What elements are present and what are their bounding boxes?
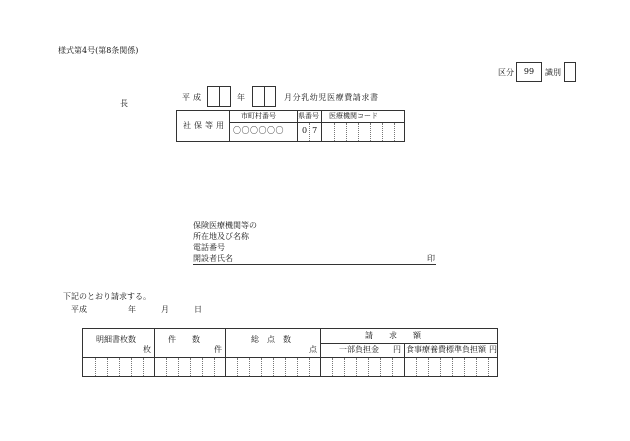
total-points-unit: 点 — [309, 345, 317, 354]
founder-signature-line — [193, 264, 436, 265]
shikibetsu-label: 識別 — [545, 68, 561, 77]
municipality-value: 〇〇〇〇〇〇 — [233, 126, 284, 135]
form-title: 月分乳幼児医療費請求書 — [284, 93, 379, 102]
institution-line2: 所在地及び名称 — [193, 232, 249, 241]
ku-value-box — [516, 62, 542, 82]
request-statement: 下記のとおり請求する。 — [63, 292, 151, 301]
ku-value: 99 — [523, 67, 535, 76]
municipality-header: 市町村番号 — [241, 112, 276, 120]
request-era: 平成 — [71, 305, 87, 314]
case-count-header: 件 数 — [168, 335, 200, 344]
copayment-header: 一部負担金 — [339, 345, 379, 354]
prefecture-header: 県番号 — [298, 112, 319, 120]
institution-line1: 保険医療機関等の — [193, 221, 257, 230]
ku-label: 区分 — [498, 68, 514, 77]
year-boxes[interactable] — [207, 86, 231, 107]
seal-mark: 印 — [427, 254, 435, 263]
shikibetsu-box[interactable] — [564, 62, 576, 82]
institution-code-header: 医療機関コード — [329, 112, 378, 120]
institution-founder-label: 開設者氏名 — [193, 254, 233, 263]
social-label: 社保等用 — [183, 121, 227, 130]
meal-burden-unit: 円 — [489, 345, 497, 354]
meal-burden-header: 食事療養費標準負担額 — [406, 345, 486, 354]
copayment-unit: 円 — [393, 345, 401, 354]
institution-phone-label: 電話番号 — [193, 243, 225, 252]
cho-label: 長 — [120, 99, 128, 108]
claim-amount-header: 請 求 額 — [365, 331, 421, 340]
case-count-unit: 件 — [214, 345, 222, 354]
request-year: 年 — [128, 305, 136, 314]
prefecture-value: 0 7 — [302, 126, 318, 135]
year-label: 年 — [237, 93, 245, 102]
request-month: 月 — [161, 305, 169, 314]
month-boxes[interactable] — [252, 86, 276, 107]
sheet-count-unit: 枚 — [143, 345, 151, 354]
sheet-count-header: 明細書枚数 — [96, 335, 136, 344]
era-label: 平成 — [182, 93, 204, 102]
request-day: 日 — [194, 305, 202, 314]
total-points-header: 総 点 数 — [251, 335, 291, 344]
form-number: 様式第4号(第8条関係) — [58, 46, 139, 55]
